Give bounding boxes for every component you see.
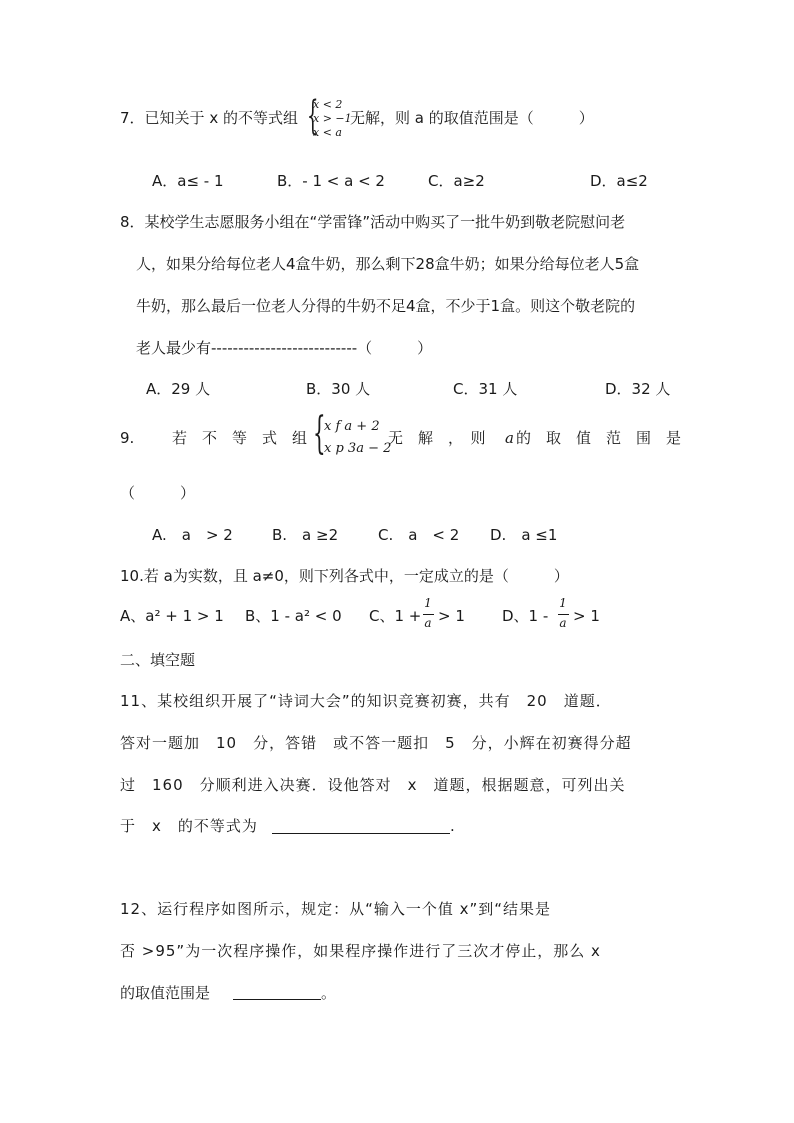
q9-system-line-2: x p 3a − 2 [324,441,392,456]
q9-var-a: a [505,429,514,447]
q8-line-4: 老人最少有---------------------------（ ） [136,339,433,357]
q9-option-a: A. a > 2 [152,526,233,544]
q7-system-line-3: x < a [313,126,342,139]
q9-brace: { [313,408,326,459]
q7-stem-text: ．已知关于 x 的不等式组 [129,109,298,127]
q9-number: 9. [120,429,135,447]
q8-line-3: 牛奶，那么最后一位老人分得的牛奶不足4盒，不少于1盒。则这个敬老院的 [136,297,636,315]
q9-option-c: C. a < 2 [378,526,460,544]
q10-option-d-frac-bar [558,614,569,615]
q8-option-c: C．31 人 [453,380,518,398]
q11-end-mark: . [450,817,455,835]
q10-option-c-frac-den: a [424,616,432,630]
q8-option-a: A．29 人 [146,380,211,398]
q12-line-3: 的取值范围是 [120,984,211,1002]
q7-stem-before [120,108,298,128]
q11-line-2: 答对一题加 10 分，答错 或不答一题扣 5 分，小辉在初赛得分超 [120,734,632,752]
q10-option-b: B、1 - a² < 0 [245,607,342,625]
q10-option-c-suffix: > 1 [438,607,465,625]
q10-option-c-frac-num: 1 [424,596,432,610]
q7-system [313,98,352,140]
q12-line-2: 否 >95”为一次程序操作，如果程序操作进行了三次才停止，那么 x [120,942,601,960]
q10-option-d-frac-den: a [559,616,567,630]
q10-option-a: A、a² + 1 > 1 [120,607,224,625]
q7-number: 7 [120,109,130,127]
q7-brace: { [307,93,319,139]
q11-line-3: 过 160 分顺利进入决赛．设他答对 x 道题，根据题意，可列出关 [120,776,626,794]
q8-option-d: D．32 人 [605,380,671,398]
q9-system-line-1: x f a + 2 [324,419,380,434]
q11-answer-blank[interactable] [272,833,450,834]
section-2-title: 二、填空题 [120,651,196,669]
q7-option-b: B．- 1 < a < 2 [277,172,385,190]
q7-stem-after: 无解，则 a 的取值范围是（ ） [350,109,594,127]
q11-line-4: 于 x 的不等式为 [120,817,258,835]
q9-option-b: B. a ≥2 [272,526,339,544]
q7-option-d: D．a≤2 [590,172,648,190]
q7-system-line-1: x < 2 [313,98,343,111]
q9-paren: （ ） [120,484,196,502]
q7-system-line-2: x > −1 [313,112,352,125]
q10-option-c-frac-bar [423,614,434,615]
q10-option-d-prefix: D、1 - [502,607,549,625]
q12-answer-blank[interactable] [233,999,321,1000]
q9-stem-before: 若 不 等 式 组 [172,429,308,447]
q10-stem: 10.若 a为实数，且 a≠0，则下列各式中，一定成立的是（ ） [120,567,569,585]
q9-stem-after: 无 解 ， 则 [388,429,486,447]
q8-line-2: 人，如果分给每位老人4盒牛奶，那么剩下28盒牛奶；如果分给每位老人5盒 [136,255,640,273]
q9-system [324,416,391,460]
q8-option-b: B．30 人 [306,380,371,398]
q8-line-1: 8．某校学生志愿服务小组在“学雷锋”活动中购买了一批牛奶到敬老院慰问老 [120,213,626,231]
q9-option-d: D. a ≤1 [490,526,558,544]
q10-option-d-suffix: > 1 [573,607,600,625]
q7-option-a: A．a≤ - 1 [152,172,224,190]
q10-option-d-frac-num: 1 [559,596,567,610]
q10-option-c-prefix: C、1 + [369,607,422,625]
q7-option-c: C．a≥2 [428,172,485,190]
q9-stem-end: 的 取 值 范 围 是 [516,429,682,447]
q12-line-1: 12、运行程序如图所示，规定：从“输入一个值 x”到“结果是 [120,900,552,918]
q11-line-1: 11、某校组织开展了“诗词大会”的知识竞赛初赛，共有 20 道题． [120,692,612,710]
q12-end-mark: 。 [321,984,337,1002]
